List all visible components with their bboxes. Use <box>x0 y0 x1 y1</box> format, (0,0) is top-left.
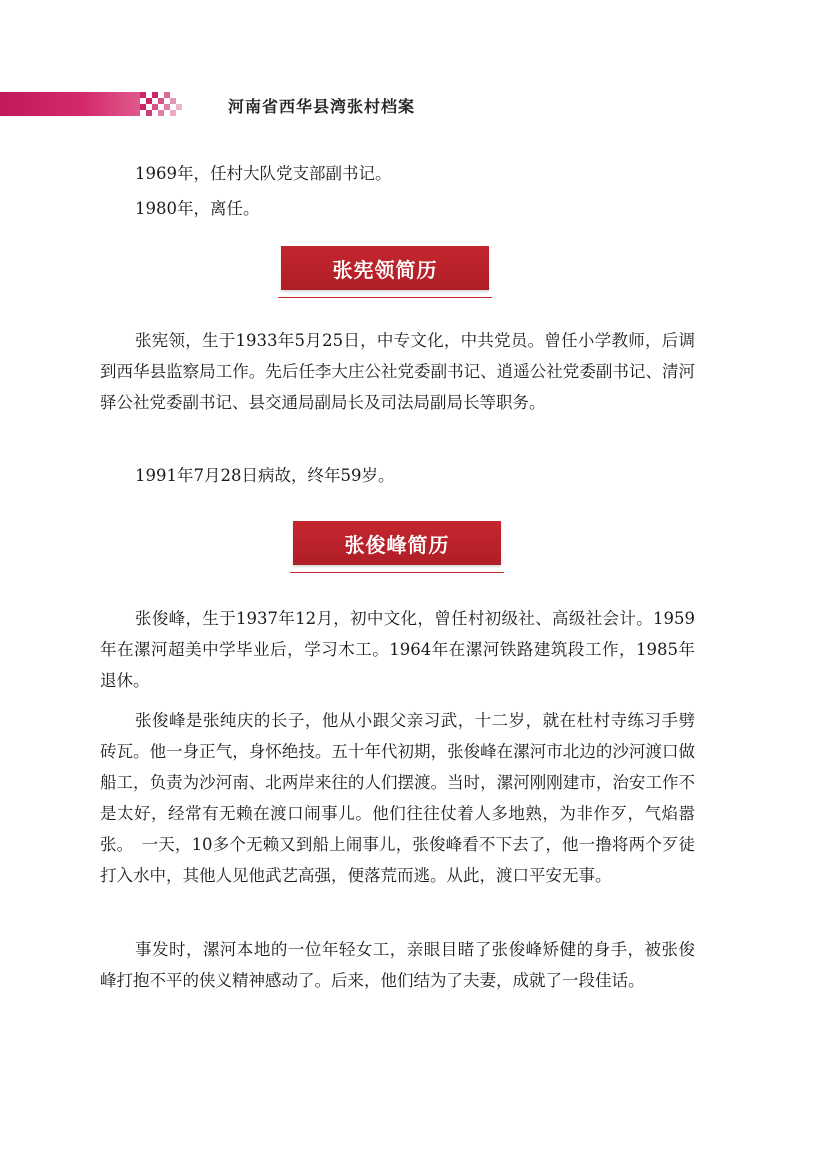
intro-line-2: 1980年，离任。 <box>135 199 260 218</box>
page-header-title: 河南省西华县湾张村档案 <box>228 97 416 116</box>
section-heading: 张俊峰简历 <box>344 532 450 557</box>
section-paragraph: 张俊峰是张纯庆的长子，他从小跟父亲习武，十二岁，就在杜村寺练习手劈砖瓦。他一身正气，身怀绝技。五十年代初期，张俊峰在漯河市北边的沙河渡口做船工，负责为沙河南、北两岸来往的人们摆渡。当时，漯河刚刚建市，治安工作不是太好，经常有无赖在渡口闹事儿。他们往往仗着人多地熟，为非作歹，气焰嚣张。 一天，10多个无赖又到船上闹事儿，张俊峰看不下去了，他一撸将两个歹徒打入水中，其他人见他武艺高强，便落荒而逃。从此，渡口平安无事。 <box>100 711 695 885</box>
section-heading-banner <box>293 521 501 565</box>
section-paragraph: 事发时，漯河本地的一位年轻女工，亲眼目睹了张俊峰矫健的身手，被张俊峰打抱不平的侠义精神感动了。后来，他们结为了夫妻，成就了一段佳话。 <box>100 940 695 990</box>
header-checker-pattern <box>140 92 184 116</box>
section-heading-banner <box>281 246 489 290</box>
section-heading-underline <box>278 297 492 298</box>
section-heading: 张宪领简历 <box>332 257 438 282</box>
header-accent-band <box>0 92 140 116</box>
intro-line-1: 1969年，任村大队党支部副书记。 <box>135 164 392 183</box>
section-paragraph: 1991年7月28日病故，终年59岁。 <box>135 466 395 485</box>
section-heading-underline <box>290 572 504 573</box>
section-paragraph: 张宪领，生于1933年5月25日，中专文化，中共党员。曾任小学教师，后调到西华县监察局工作。先后任李大庄公社党委副书记、逍遥公社党委副书记、清河驿公社党委副书记、县交通局副局长及司法局副局长等职务。 <box>100 331 695 412</box>
section-paragraph: 张俊峰，生于1937年12月，初中文化，曾任村初级社、高级社会计。1959年在漯河超美中学毕业后，学习木工。1964年在漯河铁路建筑段工作，1985年退休。 <box>100 609 695 690</box>
